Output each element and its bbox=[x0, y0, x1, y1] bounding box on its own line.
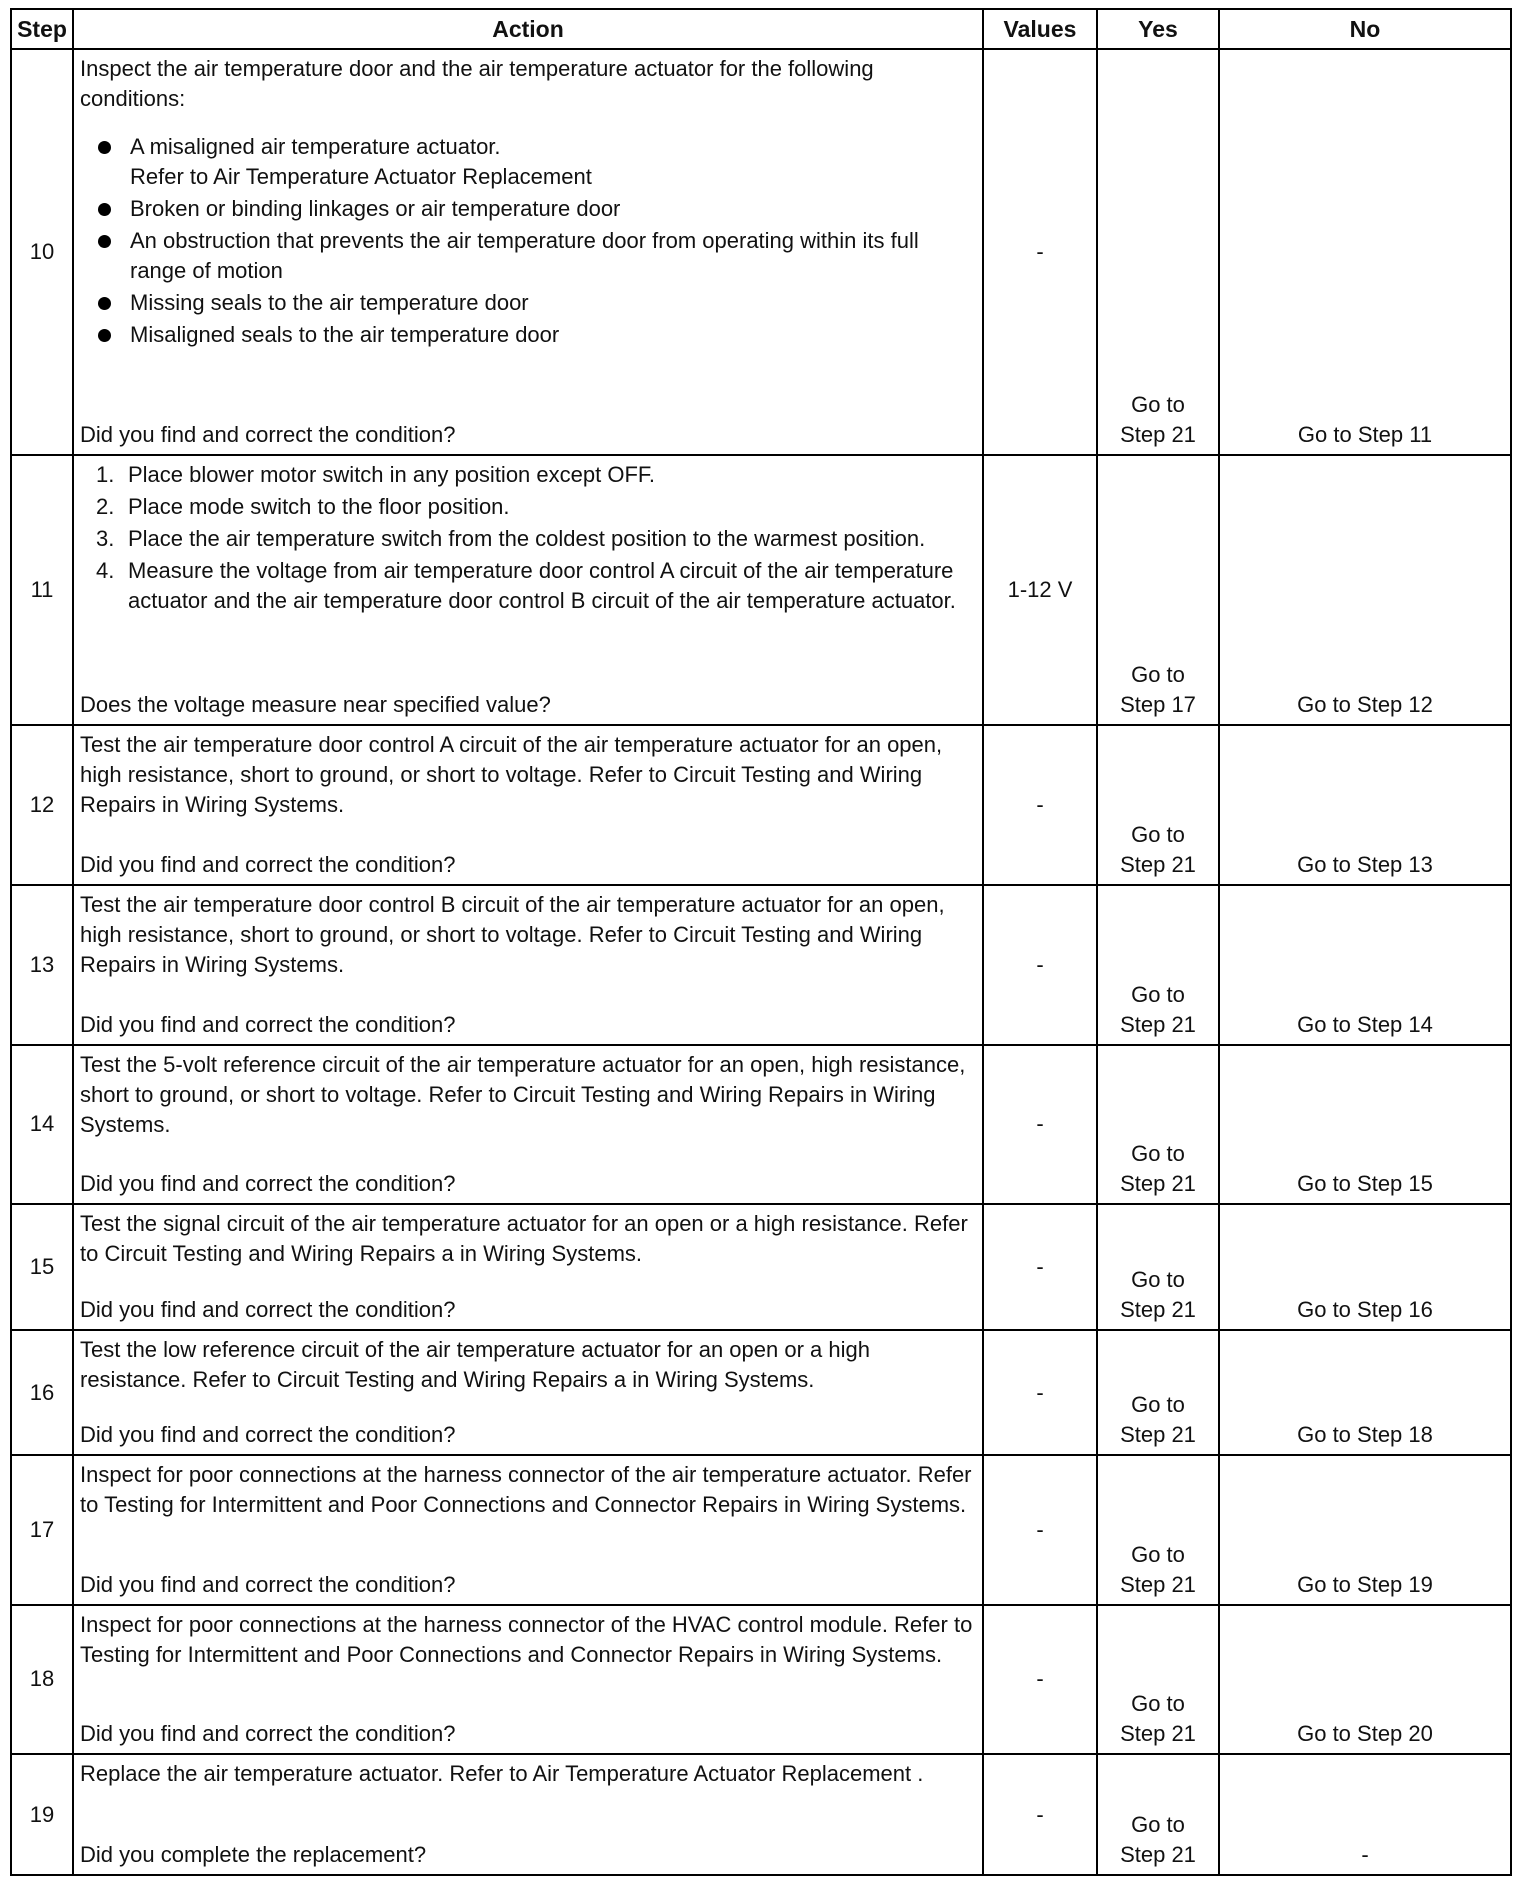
action-question: Did you find and correct the condition? bbox=[80, 1171, 456, 1197]
yes-cell: Go to Step 21 bbox=[1097, 885, 1219, 1045]
table-row bbox=[11, 49, 1511, 455]
list-item: Misaligned seals to the air temperature door bbox=[98, 320, 974, 350]
step-number: 13 bbox=[11, 885, 73, 1045]
value-cell: - bbox=[983, 1754, 1097, 1875]
list-item: 1. Place blower motor switch in any position except OFF. bbox=[96, 462, 656, 488]
no-cell: Go to Step 14 bbox=[1219, 885, 1511, 1045]
value-cell: - bbox=[983, 1330, 1097, 1455]
yes-cell: Go to Step 21 bbox=[1097, 725, 1219, 885]
no-cell: Go to Step 19 bbox=[1219, 1455, 1511, 1604]
action-cell bbox=[73, 1455, 983, 1604]
list-item: 2. Place mode switch to the floor position. bbox=[96, 494, 510, 520]
value-cell: - bbox=[983, 725, 1097, 885]
step-number: 18 bbox=[11, 1605, 73, 1754]
value-cell: - bbox=[983, 885, 1097, 1045]
table-row bbox=[11, 1045, 1511, 1205]
yes-cell: Go to Step 21 bbox=[1097, 49, 1219, 455]
no-cell: Go to Step 12 bbox=[1219, 455, 1511, 725]
yes-cell: Go to Step 21 bbox=[1097, 1045, 1219, 1205]
no-cell: Go to Step 20 bbox=[1219, 1605, 1511, 1754]
step-number: 11 bbox=[11, 455, 73, 725]
action-cell bbox=[73, 1045, 983, 1205]
action-cell bbox=[73, 725, 983, 885]
no-cell: Go to Step 15 bbox=[1219, 1045, 1511, 1205]
table-row bbox=[11, 725, 1511, 885]
yes-cell: Go to Step 17 bbox=[1097, 455, 1219, 725]
action-question: Did you find and correct the condition? bbox=[80, 1721, 456, 1747]
step-number: 17 bbox=[11, 1455, 73, 1604]
table-row bbox=[11, 885, 1511, 1045]
no-cell: - bbox=[1219, 1754, 1511, 1875]
action-cell bbox=[73, 885, 983, 1045]
no-cell: Go to Step 18 bbox=[1219, 1330, 1511, 1455]
list-item: 3. Place the air temperature switch from the coldest position to the warmest position. bbox=[96, 526, 926, 552]
action-question: Did you find and correct the condition? bbox=[80, 422, 456, 448]
list-item: 4. Measure the voltage from air temperature door control A circuit of the air temperature actuator and the air temperature door control B circuit of the air temperature actuator. bbox=[96, 558, 956, 614]
bullet-icon bbox=[98, 329, 111, 342]
action-intro: Test the air temperature door control B circuit of the air temperature actuator for an open, high resistance, short to ground, or short to voltage. Refer to Circuit Testing and Wiring Repairs in Wiring Systems. bbox=[80, 891, 945, 977]
no-cell: Go to Step 16 bbox=[1219, 1204, 1511, 1329]
action-question: Did you find and correct the condition? bbox=[80, 1011, 456, 1037]
action-intro: Test the signal circuit of the air temperature actuator for an open or a high resistance. Refer to Circuit Testing and Wiring Repairs a in Wiring Systems. bbox=[80, 1211, 968, 1267]
yes-cell: Go to Step 21 bbox=[1097, 1204, 1219, 1329]
value-cell: - bbox=[983, 49, 1097, 455]
step-number: 12 bbox=[11, 725, 73, 885]
action-cell bbox=[73, 455, 983, 725]
action-question: Did you find and correct the condition? bbox=[80, 1571, 456, 1597]
header-step: Step bbox=[11, 9, 73, 49]
action-question: Did you find and correct the condition? bbox=[80, 1422, 456, 1448]
table-row bbox=[11, 1754, 1511, 1875]
condition-list bbox=[80, 132, 974, 352]
action-cell bbox=[73, 49, 983, 455]
list-item-sub: Refer to Air Temperature Actuator Replacement bbox=[130, 164, 592, 189]
table-row bbox=[11, 1605, 1511, 1754]
value-cell: - bbox=[983, 1605, 1097, 1754]
yes-cell: Go to Step 21 bbox=[1097, 1605, 1219, 1754]
value-cell: 1-12 V bbox=[983, 455, 1097, 725]
diagnostic-table bbox=[10, 8, 1512, 1876]
action-intro: Test the air temperature door control A circuit of the air temperature actuator for an open, high resistance, short to ground, or short to voltage. Refer to Circuit Testing and Wiring Repairs in Wiring Systems. bbox=[80, 732, 943, 818]
action-question: Did you find and correct the condition? bbox=[80, 1296, 456, 1322]
table-row bbox=[11, 455, 1511, 725]
action-cell bbox=[73, 1754, 983, 1875]
table-row bbox=[11, 1204, 1511, 1329]
list-item: A misaligned air temperature actuator. Refer to Air Temperature Actuator Replacement bbox=[98, 132, 974, 192]
step-number: 16 bbox=[11, 1330, 73, 1455]
step-number: 14 bbox=[11, 1045, 73, 1205]
table-row bbox=[11, 1455, 1511, 1604]
action-intro: Inspect the air temperature door and the air temperature actuator for the following conditions: bbox=[80, 56, 874, 111]
list-item: An obstruction that prevents the air temperature door from operating within its full range of motion bbox=[98, 226, 974, 286]
action-cell bbox=[73, 1330, 983, 1455]
yes-cell: Go to Step 21 bbox=[1097, 1754, 1219, 1875]
header-no: No bbox=[1219, 9, 1511, 49]
list-item: Missing seals to the air temperature door bbox=[98, 288, 974, 318]
procedure-list bbox=[80, 460, 974, 618]
bullet-icon bbox=[98, 141, 111, 154]
action-cell bbox=[73, 1204, 983, 1329]
value-cell: - bbox=[983, 1045, 1097, 1205]
bullet-icon bbox=[98, 297, 111, 310]
step-number: 10 bbox=[11, 49, 73, 455]
step-number: 19 bbox=[11, 1754, 73, 1875]
action-intro: Inspect for poor connections at the harness connector of the air temperature actuator. Refer to Testing for Intermittent and Poor Connections and Connector Repairs in Wiring Systems. bbox=[80, 1462, 972, 1518]
no-cell: Go to Step 11 bbox=[1219, 49, 1511, 455]
yes-cell: Go to Step 21 bbox=[1097, 1455, 1219, 1604]
yes-cell: Go to Step 21 bbox=[1097, 1330, 1219, 1455]
bullet-icon bbox=[98, 203, 111, 216]
no-cell: Go to Step 13 bbox=[1219, 725, 1511, 885]
header-action: Action bbox=[73, 9, 983, 49]
bullet-icon bbox=[98, 235, 111, 248]
action-intro: Replace the air temperature actuator. Refer to Air Temperature Actuator Replacement . bbox=[80, 1761, 924, 1787]
header-values: Values bbox=[983, 9, 1097, 49]
header-yes: Yes bbox=[1097, 9, 1219, 49]
action-intro: Inspect for poor connections at the harness connector of the HVAC control module. Refer to Testing for Intermittent and Poor Connections and Connector Repairs in Wiring Systems. bbox=[80, 1611, 973, 1667]
value-cell: - bbox=[983, 1204, 1097, 1329]
value-cell: - bbox=[983, 1455, 1097, 1604]
action-question: Does the voltage measure near specified value? bbox=[80, 692, 551, 718]
action-cell bbox=[73, 1605, 983, 1754]
action-intro: Test the 5-volt reference circuit of the air temperature actuator for an open, high resistance, short to ground, or short to voltage. Refer to Circuit Testing and Wiring Repairs in Wiring Systems. bbox=[80, 1051, 966, 1137]
table-row bbox=[11, 1330, 1511, 1455]
step-number: 15 bbox=[11, 1204, 73, 1329]
action-intro: Test the low reference circuit of the air temperature actuator for an open or a high resistance. Refer to Circuit Testing and Wiring Repairs a in Wiring Systems. bbox=[80, 1336, 870, 1392]
action-question: Did you find and correct the condition? bbox=[80, 851, 456, 877]
table-header-row bbox=[11, 9, 1511, 49]
list-item: Broken or binding linkages or air temperature door bbox=[98, 194, 974, 224]
action-question: Did you complete the replacement? bbox=[80, 1842, 427, 1867]
